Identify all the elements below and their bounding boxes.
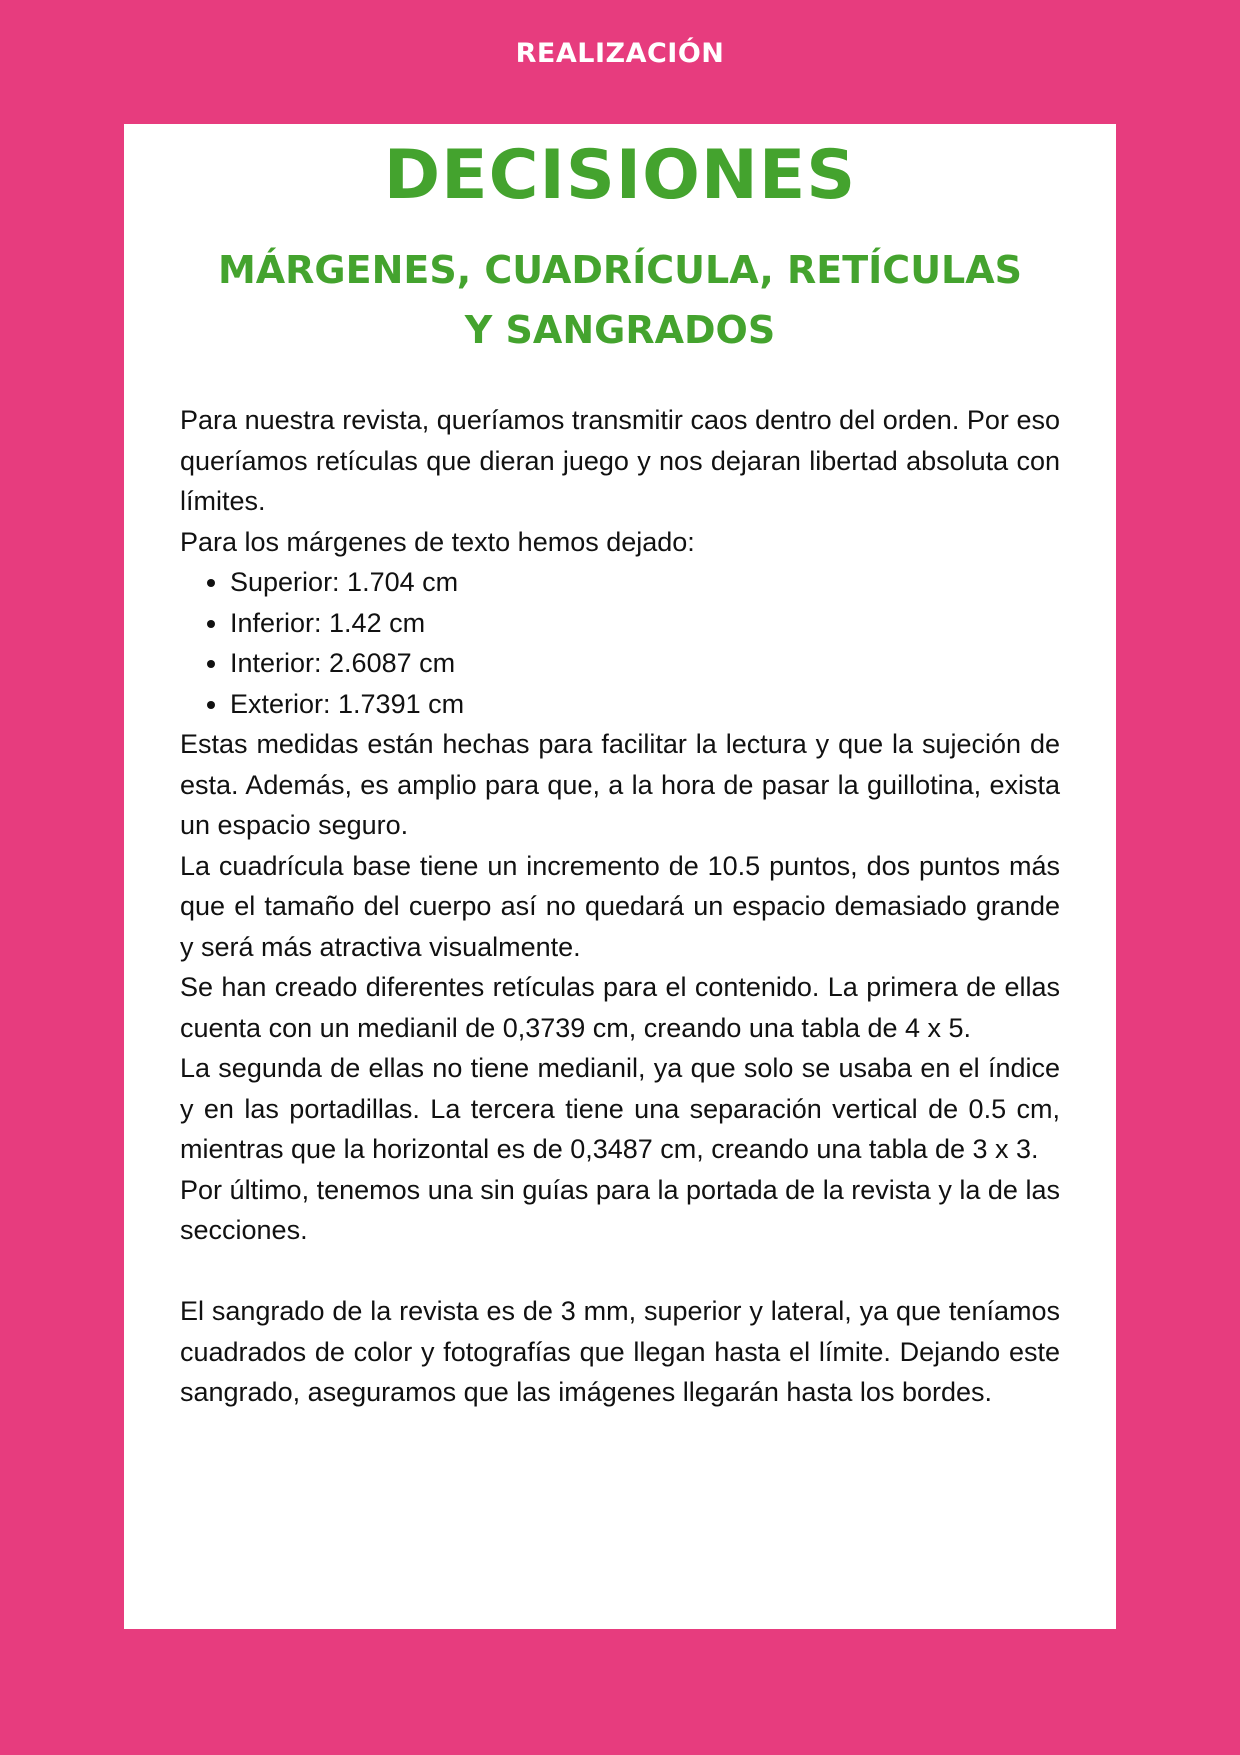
section-label: REALIZACIÓN: [515, 38, 725, 69]
paragraph-intro: Para nuestra revista, queríamos transmitir caos dentro del orden. Por eso queríamos retículas que dieran juego y nos dejaran libertad absoluta con límites.: [180, 405, 1060, 516]
margins-list: [180, 562, 1060, 724]
page-title: DECISIONES: [383, 136, 857, 215]
paragraph-reticles-1: Se han creado diferentes retículas para el contenido. La primera de ellas cuenta con un medianil de 0,3739 cm, creando una tabla de 4 x 5.: [180, 972, 1060, 1043]
list-item: • Exterior: 1.7391 cm: [230, 684, 1060, 725]
paragraph-margins-intro: Para los márgenes de texto hemos dejado:: [180, 526, 695, 557]
list-item: • Interior: 2.6087 cm: [230, 643, 1060, 684]
paragraph-spacer: [180, 1251, 1060, 1292]
paragraph-grid: La cuadrícula base tiene un incremento de 10.5 puntos, dos puntos más que el tamaño del cuerpo así no quedará un espacio demasiado grande y será más atractiva visualmente.: [180, 850, 1060, 962]
paragraph-reticles-3: Por último, tenemos una sin guías para la portada de la revista y la de las secciones.: [180, 1174, 1060, 1245]
page-subtitle: MÁRGENES, CUADRÍCULA, RETÍCULAS Y SANGRADOS: [217, 248, 1023, 352]
list-item: • Superior: 1.704 cm: [230, 562, 1060, 603]
paragraph-margins-explanation: Estas medidas están hechas para facilitar la lectura y que la sujeción de esta. Además, es amplio para que, a la hora de pasar la guillotina, exista un espacio seguro.: [180, 729, 1060, 840]
paragraph-bleed: El sangrado de la revista es de 3 mm, superior y lateral, ya que teníamos cuadrados de color y fotografías que llegan hasta el límite. Dejando este sangrado, aseguramos que las imágenes llegarán hasta los bordes.: [180, 1296, 1060, 1407]
paragraph-reticles-2: La segunda de ellas no tiene medianil, ya que solo se usaba en el índice y en las portadillas. La tercera tiene una separación vertical de 0.5 cm, mientras que la horizontal es de 0,3487 cm, creando una tabla de 3 x 3.: [180, 1053, 1060, 1164]
list-item: • Inferior: 1.42 cm: [230, 603, 1060, 644]
body-text: [180, 400, 1060, 1413]
